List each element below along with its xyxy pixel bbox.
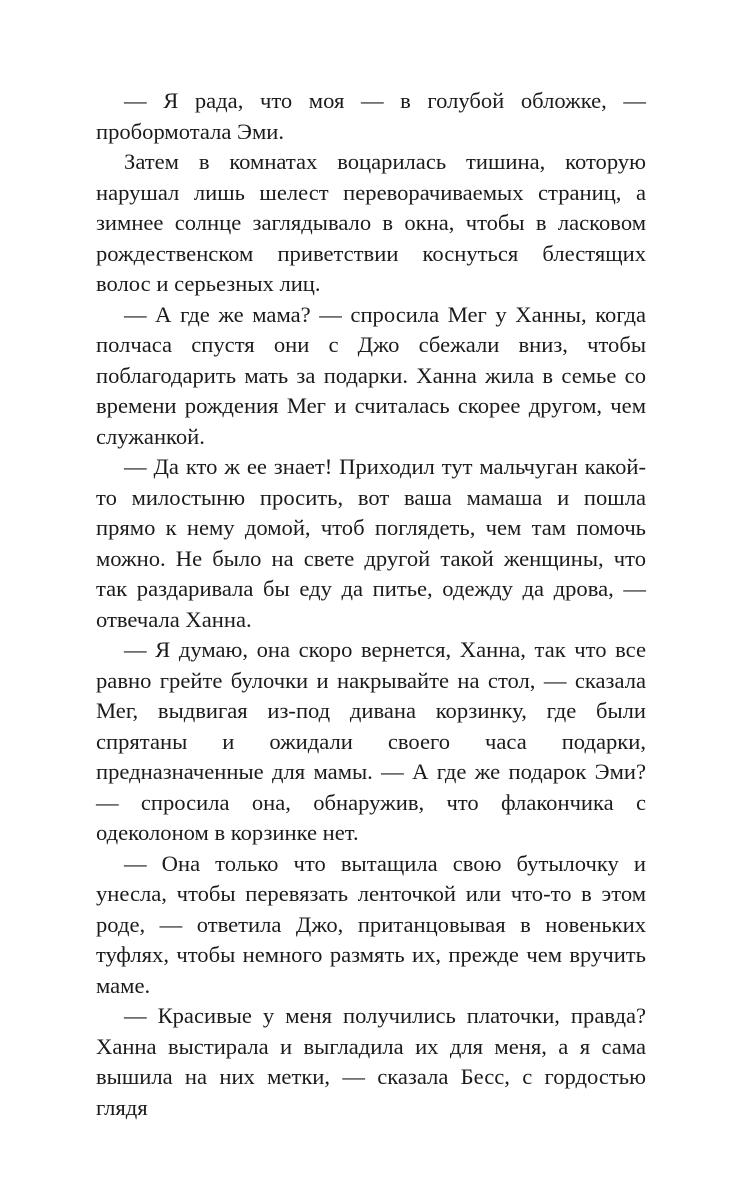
paragraph-amy-blue-cover: — Я рада, что моя — в голубой обложке, — пробормотала Эми.: [96, 88, 646, 144]
book-page-text: [96, 86, 646, 1123]
paragraph-jo-answer: — Она только что вытащила свою бутылочку и унесла, чтобы перевязать ленточкой или что-то в этом роде, — ответила Джо, пританцовывая в новеньких туфлях, чтобы немного размять их, прежде чем вручить маме.: [96, 850, 646, 998]
paragraph-meg-basket: — Я думаю, она скоро вернется, Ханна, так что все равно грейте булочки и накрывайте на стол, — сказала Мег, выдвигая из-под дивана корзинку, где были спрятаны и ожидали своего часа подарки, предназначенные для мамы. — А где же подарок Эми? — спросила она, обнаружив, что флакончика с одеколоном в корзинке нет.: [96, 637, 646, 845]
paragraph-where-is-mother: — А где же мама? — спросила Мег у Ханны, когда полчаса спустя они с Джо сбежали вниз, чтобы поблагодарить мать за подарки. Ханна жила в семье со времени рождения Мег и считалась скорее другом, чем служанкой.: [96, 301, 646, 449]
paragraph-hanna-answer: — Да кто ж ее знает! Приходил тут мальчуган какой-то милостыню просить, вот ваша мамаша и пошла прямо к нему домой, чтоб поглядеть, чем там помочь можно. Не было на свете другой такой женщины, что так раздаривала бы еду да питье, одежду да дрова, — отвечала Ханна.: [96, 454, 646, 632]
paragraph-silence-reading: Затем в комнатах воцарилась тишина, которую нарушал лишь шелест переворачиваемых страниц, а зимнее солнце заглядывало в окна, чтобы в ласковом рождественском приветствии коснуться блестящих волос и серьезных лиц.: [96, 149, 646, 296]
paragraph-beth-handkerchiefs: — Красивые у меня получились платочки, правда? Ханна выстирала и выгладила их для меня, а я сама вышила на них метки, — сказала Бесс, с гордостью глядя: [96, 1003, 646, 1120]
